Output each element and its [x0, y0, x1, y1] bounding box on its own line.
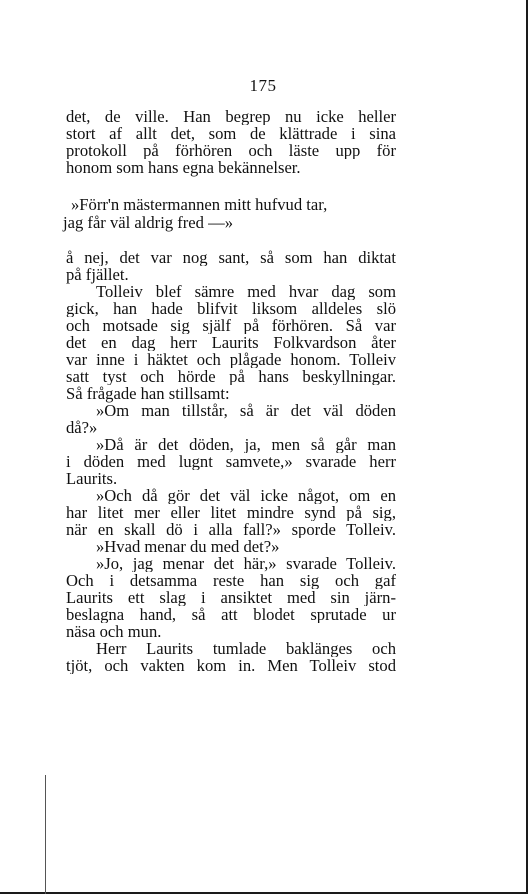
- text-line: protokoll på förhören och läste upp för: [66, 142, 396, 159]
- text-line: »Och då gör det väl icke något, om en: [96, 487, 396, 504]
- paragraph-3: [66, 283, 396, 402]
- paragraph-7: [66, 538, 396, 555]
- paragraph-9: [66, 640, 396, 674]
- text-line: stort af allt det, som de klättrade i sina: [66, 125, 396, 142]
- page-number: 175: [249, 76, 277, 95]
- verse-quote: [63, 196, 393, 231]
- verse-line: »Förr'n mästermannen mitt hufvud tar,: [71, 195, 328, 214]
- text-line: Laurits ett slag i ansiktet med sin järn-: [66, 589, 396, 606]
- text-line: gick, han hade blifvit liksom alldeles slö: [66, 300, 396, 317]
- paragraph-5: [66, 436, 396, 487]
- text-line: på fjället.: [66, 265, 129, 284]
- paragraph-2: [66, 249, 396, 283]
- text-line: Tolleiv blef sämre med hvar dag som: [96, 283, 396, 300]
- paragraph-4: [66, 402, 396, 436]
- text-line: i döden med lugnt samvete,» svarade herr: [66, 453, 396, 470]
- text-line: Herr Laurits tumlade baklänges och: [96, 640, 396, 657]
- text-line: det en dag herr Laurits Folkvardson åter: [66, 334, 396, 351]
- text-line: tjöt, och vakten kom in. Men Tolleiv stod: [66, 657, 396, 674]
- paragraph-6: [66, 487, 396, 538]
- text-line: »Om man tillstår, så är det väl döden: [96, 402, 396, 419]
- text-line: näsa och mun.: [66, 622, 162, 641]
- text-line: och motsade sig själf på förhören. Så var: [66, 317, 396, 334]
- text-line: »Då är det döden, ja, men så går man: [96, 436, 396, 453]
- text-line: när en skall dö i alla fall?» sporde Tolleiv.: [66, 521, 396, 538]
- text-line: å nej, det var nog sant, så som han diktat: [66, 249, 396, 266]
- text-line: har litet mer eller litet mindre synd på sig,: [66, 504, 396, 521]
- text-line: Så frågade han stillsamt:: [66, 384, 230, 403]
- text-line: det, de ville. Han begrep nu icke heller: [66, 108, 396, 125]
- text-line: var inne i häktet och plågade honom. Tolleiv: [66, 351, 396, 368]
- text-line: Och i detsamma reste han sig och gaf: [66, 572, 396, 589]
- text-line: »Hvad menar du med det?»: [96, 537, 280, 556]
- text-line: »Jo, jag menar det här,» svarade Tolleiv.: [96, 555, 396, 572]
- verse-line: jag får väl aldrig fred —»: [63, 213, 234, 232]
- text-line: honom som hans egna bekännelser.: [66, 158, 301, 177]
- paragraph-1: [66, 108, 396, 176]
- text-line: då?»: [66, 418, 98, 437]
- margin-rule: [45, 775, 46, 894]
- text-line: beslagna hand, så att blodet sprutade ur: [66, 606, 396, 623]
- text-line: satt tyst och hörde på hans beskyllningar.: [66, 368, 396, 385]
- text-line: Laurits.: [66, 469, 118, 488]
- paragraph-8: [66, 555, 396, 640]
